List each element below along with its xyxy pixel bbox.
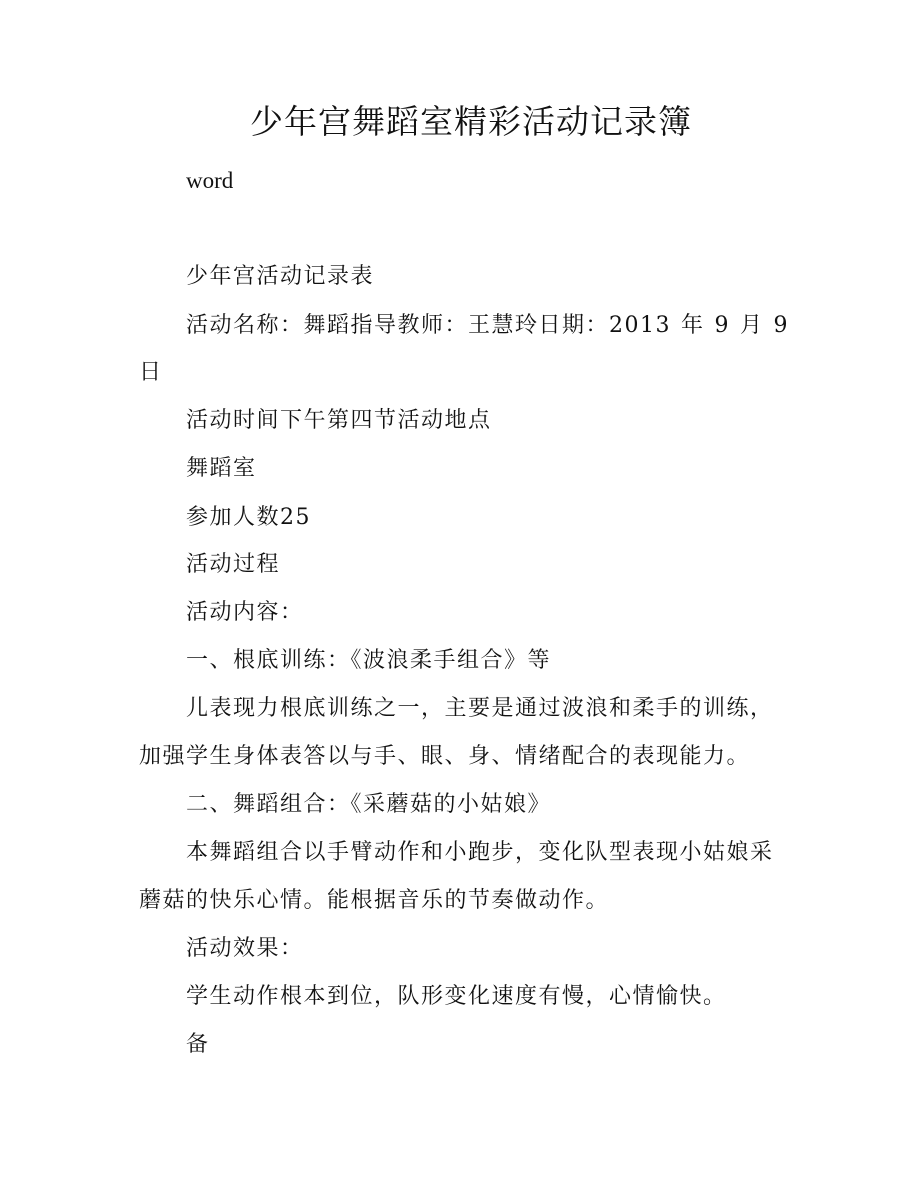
item2-description-line2: 蘑菇的快乐心情。能根据音乐的节奏做动作。: [139, 888, 610, 913]
participants-count: 参加人数25: [186, 505, 311, 530]
activity-name-teacher-date: 活动名称：舞蹈指导教师：王慧玲日期：2013: [186, 313, 671, 338]
remark-label: 备: [186, 1032, 210, 1057]
item2-title: 二、舞蹈组合：《采蘑菇的小姑娘》: [186, 792, 552, 817]
item1-title: 一、根底训练：《波浪柔手组合》等: [186, 648, 552, 673]
document-subtitle: word: [186, 168, 234, 193]
document-title: 少年宫舞蹈室精彩活动记录簿: [250, 102, 692, 141]
item2-description-line1: 本舞蹈组合以手臂动作和小跑步，变化队型表现小姑娘采: [186, 840, 774, 865]
activity-info-line: [186, 311, 789, 341]
activity-content-label: 活动内容：: [186, 600, 304, 625]
table-title: 少年宫活动记录表: [186, 264, 375, 289]
date-day-number: 9: [773, 313, 789, 338]
activity-effect-label: 活动效果：: [186, 936, 304, 961]
activity-place: 舞蹈室: [186, 456, 257, 481]
activity-process-heading: 活动过程: [186, 552, 281, 577]
date-month-number: 9: [714, 313, 730, 338]
item1-description-line1: 儿表现力根底训练之一，主要是通过波浪和柔手的训练，: [186, 696, 774, 721]
date-month-label: 月: [739, 313, 764, 338]
activity-effect-text: 学生动作根本到位，队形变化速度有慢，心情愉快。: [186, 984, 727, 1009]
item1-description-line2: 加强学生身体表答以与手、眼、身、情绪配合的表现能力。: [139, 744, 751, 769]
date-year-label: 年: [680, 313, 705, 338]
date-day-label: 日: [139, 360, 163, 385]
activity-time-place: 活动时间下午第四节活动地点: [186, 408, 492, 433]
